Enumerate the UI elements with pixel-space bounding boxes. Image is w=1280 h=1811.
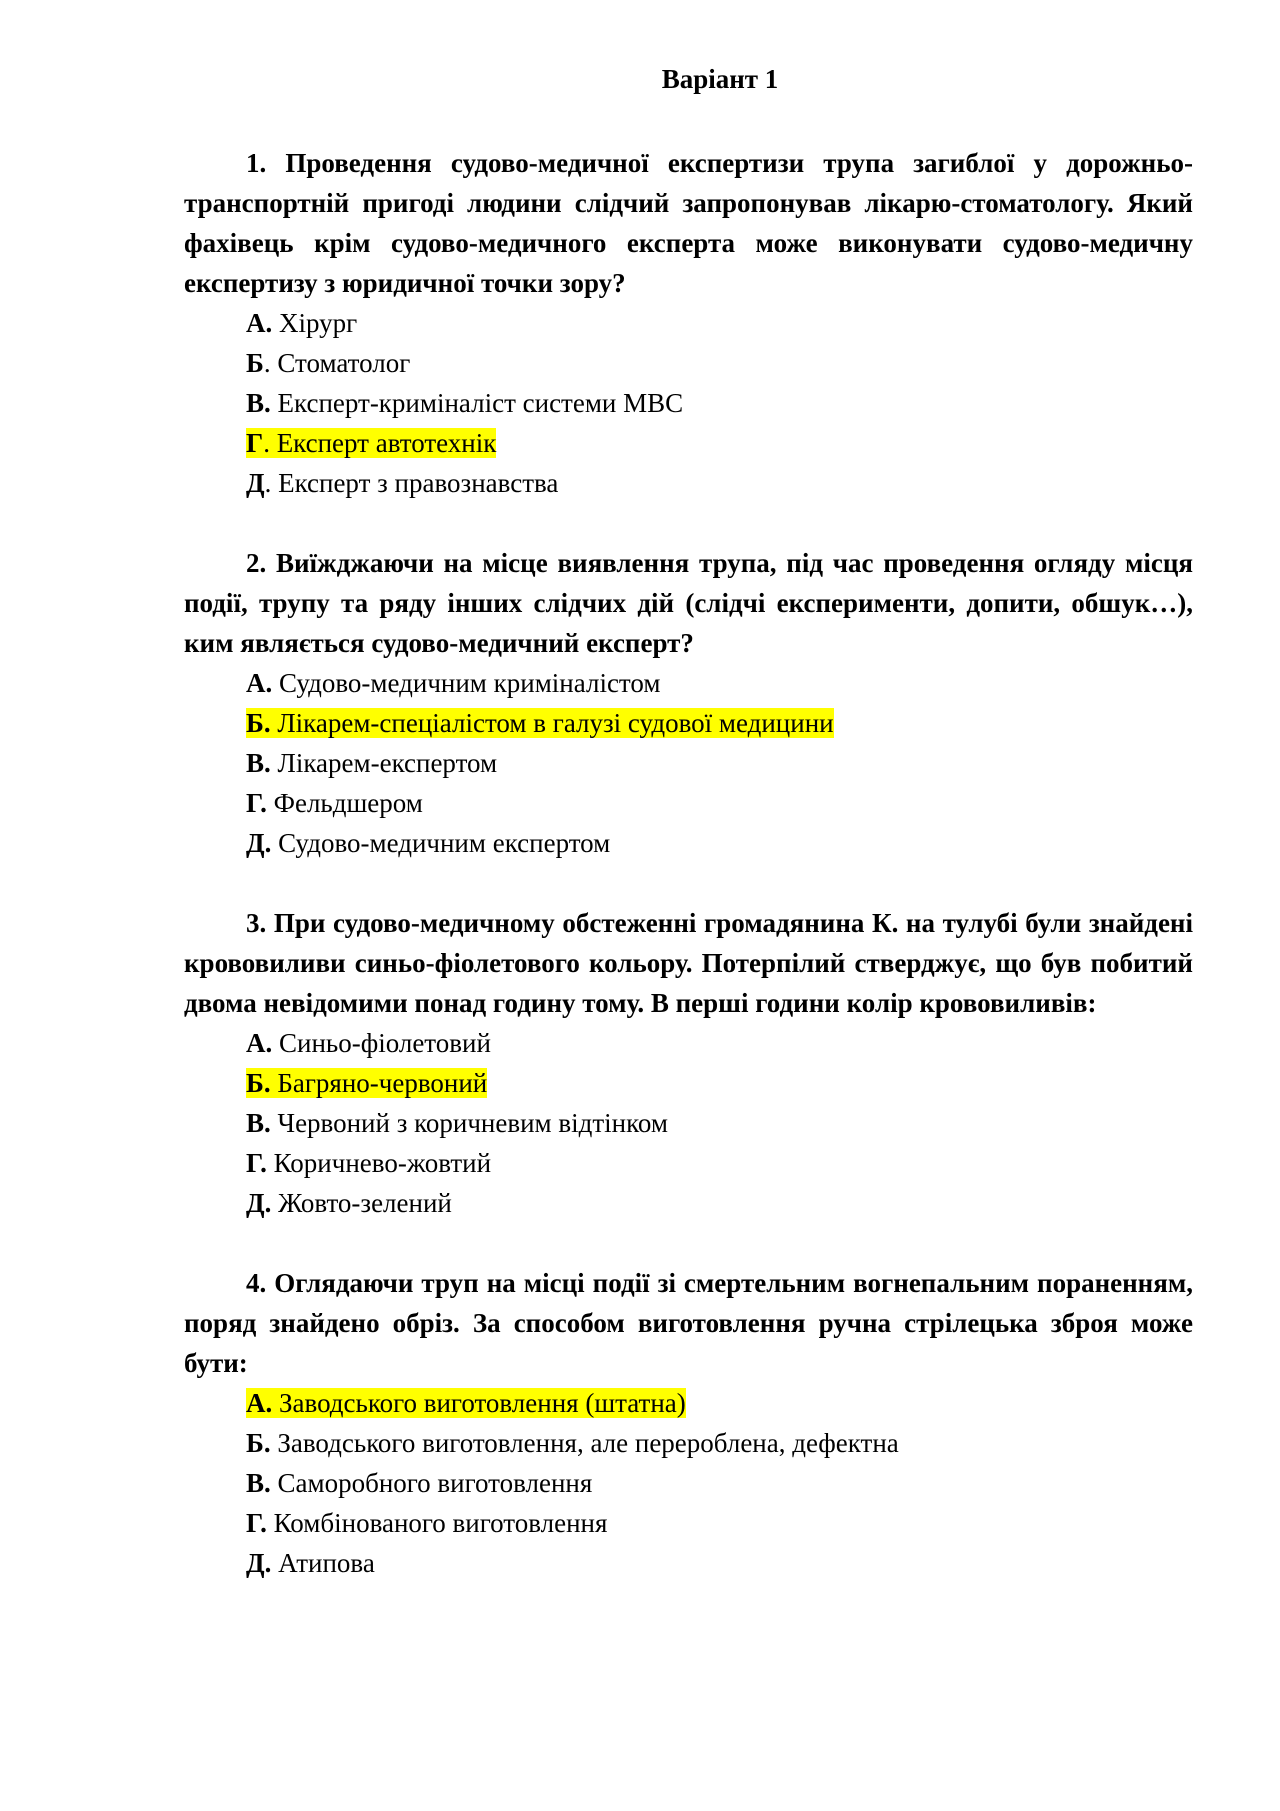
answer-option-d (184, 1183, 1193, 1223)
option-letter: Б. (246, 1428, 271, 1458)
answer-option-b (184, 703, 1193, 743)
question-text: 4. Оглядаючи труп на місці події зі смертельним вогнепальним пораненням, поряд знайдено обріз. За способом виготовлення ручна стрілецька зброя може бути: (184, 1268, 1193, 1378)
option-text (246, 748, 497, 778)
question-text: 1. Проведення судово-медичної експертизи трупа загиблої у дорожньо-транспортній пригоді людини слідчий запропонував лікарю-стоматологу. Який фахівець крім судово-медичного експерта може виконувати судово-медичну експертизу з юридичної точки зору? (184, 148, 1193, 298)
option-text (246, 828, 610, 858)
question-2 (184, 543, 1193, 863)
question-3 (184, 903, 1193, 1223)
option-text (246, 1188, 452, 1218)
option-letter: В. (246, 748, 271, 778)
option-letter: Д (246, 468, 265, 498)
option-letter: Б (246, 348, 264, 378)
option-label: Коричнево-жовтий (266, 1148, 492, 1178)
option-text (246, 1548, 375, 1578)
option-label: Хірург (272, 308, 358, 338)
option-text (246, 1148, 491, 1178)
option-label: . Експерт автотехнік (263, 428, 497, 458)
option-letter: В. (246, 388, 271, 418)
option-label: Судово-медичним експертом (271, 828, 611, 858)
option-label: Заводського виготовлення (штатна) (272, 1388, 686, 1418)
option-text (246, 1068, 487, 1098)
option-letter: Д. (246, 1188, 272, 1218)
answer-option-a (184, 303, 1193, 343)
option-letter: В. (246, 1108, 271, 1138)
option-text (246, 388, 683, 418)
question-4 (184, 1263, 1193, 1583)
answer-option-g (184, 783, 1193, 823)
option-label: Лікарем-експертом (270, 748, 498, 778)
option-label: . Стоматолог (263, 348, 411, 378)
answer-option-b (184, 1423, 1193, 1463)
answer-option-g (184, 1143, 1193, 1183)
question-1 (184, 143, 1193, 503)
option-letter: А. (246, 1388, 273, 1418)
option-letter: Б. (246, 708, 271, 738)
variant-title: Варіант 1 (661, 64, 779, 94)
option-letter: Д. (246, 828, 272, 858)
option-letter: А. (246, 308, 273, 338)
option-text (246, 668, 660, 698)
option-text (246, 468, 558, 498)
option-label: . Експерт з правознавства (264, 468, 559, 498)
option-text (246, 308, 357, 338)
option-text (246, 1108, 668, 1138)
option-text (246, 1508, 607, 1538)
option-text (246, 788, 423, 818)
option-letter: В. (246, 1468, 271, 1498)
answer-option-v (184, 1463, 1193, 1503)
option-label: Атипова (271, 1548, 375, 1578)
answer-option-v (184, 1103, 1193, 1143)
answer-option-a (184, 663, 1193, 703)
option-text (246, 1388, 686, 1418)
option-text (246, 428, 496, 458)
option-label: Синьо-фіолетовий (272, 1028, 491, 1058)
option-label: Фельдшером (266, 788, 423, 818)
option-letter: Г. (246, 788, 267, 818)
option-letter: Д. (246, 1548, 272, 1578)
answer-option-g (184, 1503, 1193, 1543)
option-text (246, 1028, 491, 1058)
option-label: Комбінованого виготовлення (266, 1508, 608, 1538)
question-text: 3. При судово-медичному обстеженні громадянина К. на тулубі були знайдені крововиливи синьо-фіолетового кольору. Потерпілий стверджує, що був побитий двома невідомими понад годину тому. В перші години колір крововиливів: (184, 908, 1193, 1018)
option-letter: Г (246, 428, 264, 458)
option-label: Жовто-зелений (271, 1188, 452, 1218)
option-text (246, 348, 410, 378)
option-letter: Г. (246, 1148, 267, 1178)
option-label: Червоний з коричневим відтінком (270, 1108, 668, 1138)
option-letter: А. (246, 668, 273, 698)
option-text (246, 1428, 899, 1458)
answer-option-d (184, 1543, 1193, 1583)
option-letter: Б. (246, 1068, 271, 1098)
option-label: Багряно-червоний (270, 1068, 488, 1098)
option-label: Саморобного виготовлення (270, 1468, 593, 1498)
question-text: 2. Виїжджаючи на місце виявлення трупа, під час проведення огляду місця події, трупу та ряду інших слідчих дій (слідчі експерименти, допити, обшук…), ким являється судово-медичний експерт? (184, 548, 1193, 658)
answer-option-d (184, 823, 1193, 863)
option-label: Судово-медичним криміналістом (272, 668, 661, 698)
option-letter: Г. (246, 1508, 267, 1538)
option-text (246, 708, 834, 738)
option-text (246, 1468, 592, 1498)
answer-option-v (184, 743, 1193, 783)
answer-option-v (184, 383, 1193, 423)
questions-list (184, 143, 1193, 1623)
answer-option-b (184, 343, 1193, 383)
answer-option-a (184, 1023, 1193, 1063)
option-label: Лікарем-спеціалістом в галузі судової медицини (270, 708, 834, 738)
answer-option-a (184, 1383, 1193, 1423)
option-label: Експерт-криміналіст системи МВС (270, 388, 684, 418)
answer-option-g (184, 423, 1193, 463)
option-letter: А. (246, 1028, 273, 1058)
answer-option-b (184, 1063, 1193, 1103)
option-label: Заводського виготовлення, але перероблена, дефектна (270, 1428, 899, 1458)
answer-option-d (184, 463, 1193, 503)
